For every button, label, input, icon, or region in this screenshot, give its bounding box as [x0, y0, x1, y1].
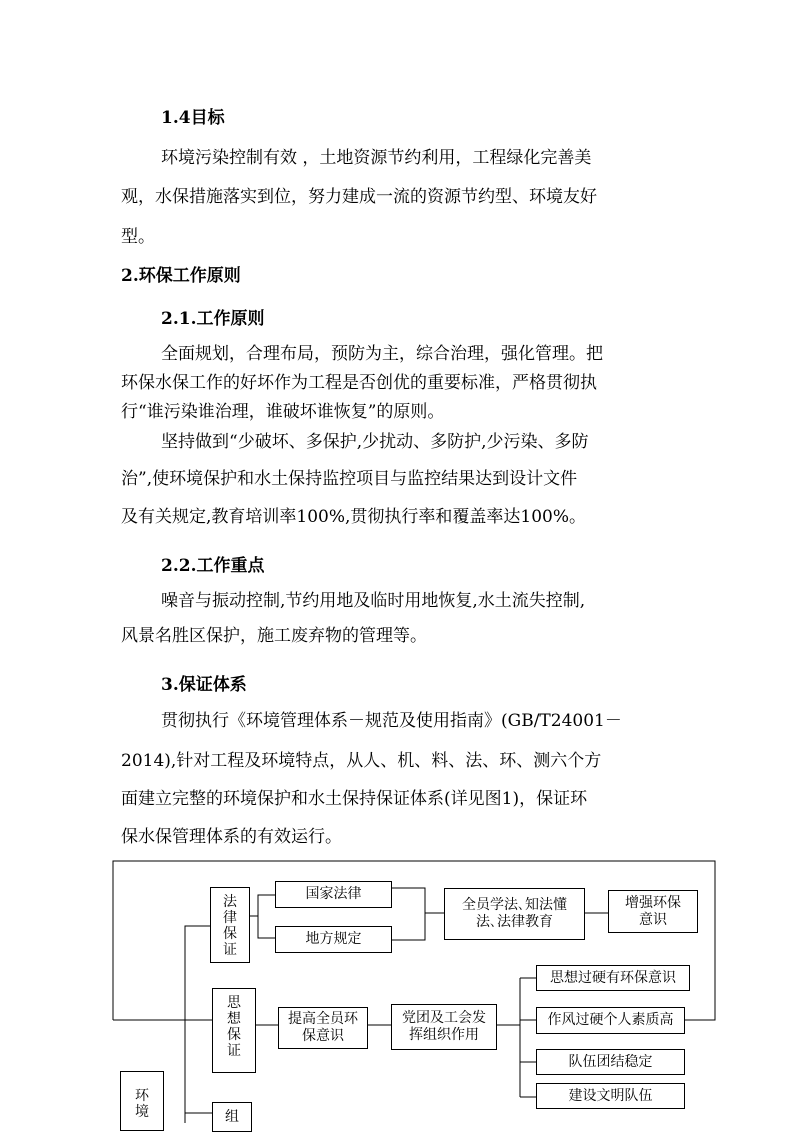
law-education-box: 全员学法､知法懂法､法律教育: [444, 888, 585, 940]
insist-line-2: 治”,使环境保护和水土保持监控项目与监控结果达到设计文件: [121, 469, 578, 489]
heading-3: 3.保证体系: [161, 675, 247, 695]
goal-line-3: 型。: [121, 227, 155, 247]
heading-1-4: 1.4目标: [161, 108, 225, 128]
thought-guarantee-box: 思想保证: [212, 988, 256, 1073]
goal-line-1: 环境污染控制有效 ，土地资源节约利用，工程绿化完善美: [161, 148, 592, 168]
system-line-4: 保水保管理体系的有效运行。: [121, 827, 342, 847]
heading-2-2: 2.2.工作重点: [161, 556, 265, 576]
environment-box-partial: 环境: [120, 1071, 164, 1131]
focus-line-1: 噪音与振动控制,节约用地及临时用地恢复,水土流失控制,: [161, 591, 586, 611]
civil-team-box: 建设文明队伍: [536, 1083, 685, 1109]
style-hard-box: 作风过硬个人素质高: [536, 1007, 685, 1034]
heading-2-1: 2.1.工作原则: [161, 309, 265, 329]
organization-box-partial: 组: [212, 1102, 252, 1132]
principle-line-3: 行“谁污染谁治理，谁破坏谁恢复”的原则。: [121, 402, 445, 422]
principle-line-2: 环保水保工作的好坏作为工程是否创优的重要标准，严格贯彻执: [121, 373, 597, 393]
system-line-2: 2014),针对工程及环境特点，从人、机、料、法、环、测六个方: [121, 751, 602, 771]
insist-line-1: 坚持做到“少破坏、多保护,少扰动、多防护,少污染、多防: [161, 432, 589, 452]
principle-line-1: 全面规划，合理布局，预防为主，综合治理，强化管理。把: [161, 344, 603, 364]
insist-line-3: 及有关规定,教育培训率100%,贯彻执行率和覆盖率达100%。: [121, 507, 587, 527]
local-rules-box: 地方规定: [275, 926, 392, 953]
party-union-box: 党团及工会发挥组织作用: [391, 1004, 497, 1050]
law-guarantee-box: 法律保证: [210, 887, 250, 963]
goal-line-2: 观，水保措施落实到位，努力建成一流的资源节约型、环境友好: [121, 187, 597, 207]
improve-awareness-box: 提高全员环保意识: [278, 1007, 368, 1049]
team-unity-box: 队伍团结稳定: [536, 1049, 685, 1075]
focus-line-2: 风景名胜区保护，施工废弃物的管理等。: [121, 626, 427, 646]
national-law-box: 国家法律: [275, 881, 392, 908]
thought-hard-box: 思想过硬有环保意识: [536, 965, 690, 991]
enhance-awareness-box: 增强环保意识: [608, 890, 698, 933]
system-line-3: 面建立完整的环境保护和水土保持保证体系(详见图1)，保证环: [121, 789, 588, 809]
heading-2: 2.环保工作原则: [121, 266, 241, 286]
system-line-1: 贯彻执行《环境管理体系－规范及使用指南》(GB/T24001－: [161, 711, 622, 731]
